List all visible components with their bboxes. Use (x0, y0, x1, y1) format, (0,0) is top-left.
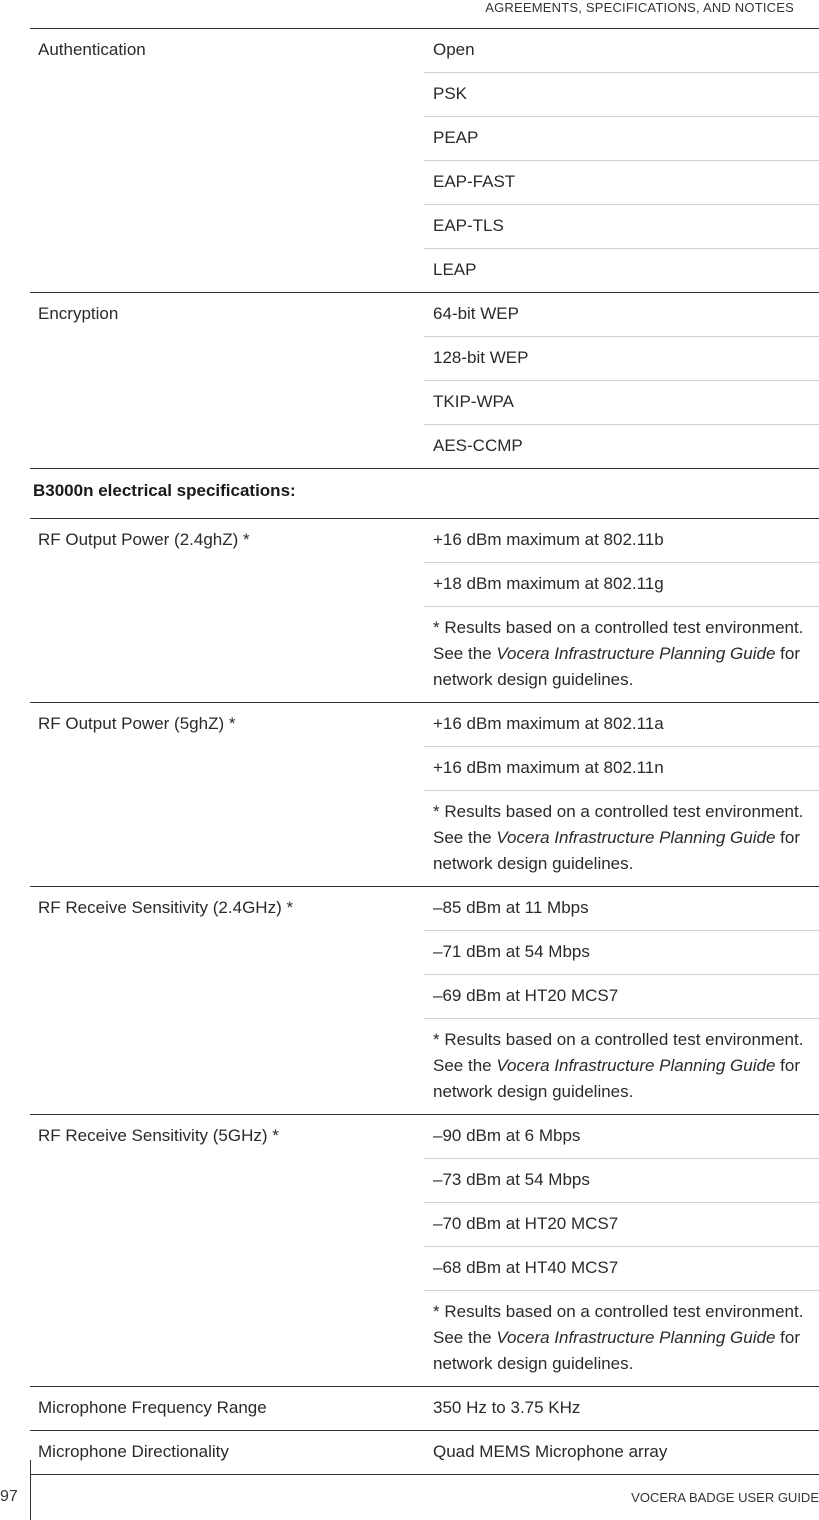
spec-value: 128-bit WEP (424, 337, 819, 381)
spec-value: –69 dBm at HT20 MCS7 (424, 975, 819, 1019)
spec-value: +16 dBm maximum at 802.11b (424, 519, 819, 563)
spec-label: RF Output Power (2.4ghZ) * (30, 519, 424, 703)
spec-row (30, 1387, 819, 1431)
spec-footnote (424, 607, 819, 703)
spec-row (30, 519, 819, 563)
spec-value: –70 dBm at HT20 MCS7 (424, 1203, 819, 1247)
spec-value: +16 dBm maximum at 802.11n (424, 747, 819, 791)
footnote-prefix: * Results based on a controlled test environment. See the (433, 618, 804, 663)
footnote-suffix: for network design guidelines. (433, 644, 800, 689)
spec-footnote (424, 1291, 819, 1387)
page-number: 97 (0, 1488, 18, 1505)
spec-value: TKIP-WPA (424, 381, 819, 425)
guide-title: Vocera Infrastructure Planning Guide (496, 644, 776, 663)
spec-label: Microphone Frequency Range (30, 1387, 424, 1431)
spec-value: +16 dBm maximum at 802.11a (424, 703, 819, 747)
footnote-prefix: * Results based on a controlled test environment. See the (433, 1302, 804, 1347)
guide-title: Vocera Infrastructure Planning Guide (496, 1328, 776, 1347)
spec-value: –85 dBm at 11 Mbps (424, 887, 819, 931)
spec-label: RF Output Power (5ghZ) * (30, 703, 424, 887)
spec-value: –71 dBm at 54 Mbps (424, 931, 819, 975)
spec-footnote (424, 791, 819, 887)
spec-value: –90 dBm at 6 Mbps (424, 1115, 819, 1159)
spec-footnote (424, 1019, 819, 1115)
security-spec-table (30, 28, 819, 469)
spec-label: Microphone Directionality (30, 1431, 424, 1475)
running-header: AGREEMENTS, SPECIFICATIONS, AND NOTICES (485, 0, 794, 15)
electrical-spec-table (30, 518, 819, 1475)
spec-label: Authentication (30, 29, 424, 293)
spec-label: Encryption (30, 293, 424, 469)
footer-divider (30, 1460, 31, 1520)
spec-value: Quad MEMS Microphone array (424, 1431, 819, 1475)
spec-label: RF Receive Sensitivity (5GHz) * (30, 1115, 424, 1387)
spec-row (30, 1115, 819, 1159)
spec-row (30, 887, 819, 931)
spec-value: 350 Hz to 3.75 KHz (424, 1387, 819, 1431)
spec-value: AES-CCMP (424, 425, 819, 469)
spec-row (30, 29, 819, 73)
spec-value: LEAP (424, 249, 819, 293)
spec-label: RF Receive Sensitivity (2.4GHz) * (30, 887, 424, 1115)
running-footer: VOCERA BADGE USER GUIDE (631, 1490, 819, 1505)
spec-row (30, 703, 819, 747)
spec-value: 64-bit WEP (424, 293, 819, 337)
footnote-suffix: for network design guidelines. (433, 828, 800, 873)
guide-title: Vocera Infrastructure Planning Guide (496, 1056, 776, 1075)
spec-row (30, 293, 819, 337)
spec-value: –73 dBm at 54 Mbps (424, 1159, 819, 1203)
spec-value: +18 dBm maximum at 802.11g (424, 563, 819, 607)
spec-value: –68 dBm at HT40 MCS7 (424, 1247, 819, 1291)
spec-value: PEAP (424, 117, 819, 161)
electrical-spec-body (30, 519, 819, 1475)
spec-value: EAP-FAST (424, 161, 819, 205)
spec-value: PSK (424, 73, 819, 117)
section-heading: B3000n electrical specifications: (33, 481, 296, 500)
footnote-suffix: for network design guidelines. (433, 1056, 800, 1101)
guide-title: Vocera Infrastructure Planning Guide (496, 828, 776, 847)
footnote-suffix: for network design guidelines. (433, 1328, 800, 1373)
footnote-prefix: * Results based on a controlled test environment. See the (433, 1030, 804, 1075)
spec-value: Open (424, 29, 819, 73)
security-spec-body (30, 29, 819, 469)
spec-value: EAP-TLS (424, 205, 819, 249)
footnote-prefix: * Results based on a controlled test environment. See the (433, 802, 804, 847)
spec-row (30, 1431, 819, 1475)
